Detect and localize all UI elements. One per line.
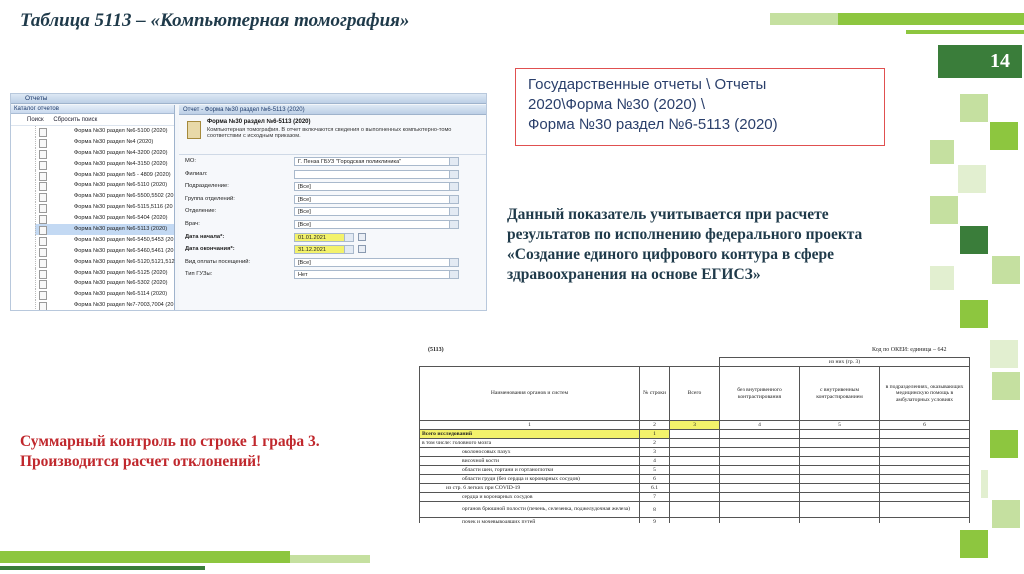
column-number: 3 xyxy=(670,421,720,430)
row-name: околоносовых пазух xyxy=(420,448,640,457)
data-cell xyxy=(800,448,880,457)
scan-table xyxy=(419,357,970,523)
row-name: височной кости xyxy=(420,457,640,466)
column-header: без внутривенного контрастирования xyxy=(720,367,800,421)
param-label: Подразделение: xyxy=(185,183,229,190)
catalog-title: Каталог отчетов xyxy=(11,105,174,114)
column-number: 1 xyxy=(420,421,640,430)
table-row xyxy=(420,518,970,524)
data-cell xyxy=(720,448,800,457)
row-number: 4 xyxy=(640,457,670,466)
param-select[interactable]: [Все] xyxy=(294,182,459,191)
slide-title: Таблица 5113 – «Компьютерная томография» xyxy=(20,10,410,31)
green-bar-top xyxy=(838,13,1024,25)
data-cell xyxy=(880,475,970,484)
param-select[interactable] xyxy=(294,170,459,179)
tree-item[interactable]: Форма №30 раздел №6-5500,5502 (20 xyxy=(35,191,174,202)
row-name: области груди (без сердца и коронарных сосудов) xyxy=(420,475,640,484)
scan-header-row xyxy=(414,345,981,357)
report-panel xyxy=(179,105,486,310)
data-cell xyxy=(670,518,720,524)
data-cell xyxy=(800,484,880,493)
green-square xyxy=(930,266,954,290)
data-cell xyxy=(800,502,880,518)
green-bar-bottom xyxy=(0,551,290,563)
row-name: Всего исследований xyxy=(420,430,640,439)
row-name: почек и мочевыводящих путей xyxy=(420,518,640,524)
param-row xyxy=(179,193,486,206)
calendar-icon[interactable] xyxy=(358,233,366,241)
data-cell xyxy=(880,502,970,518)
row-name: области шеи, гортани и гортаноглотки xyxy=(420,466,640,475)
control-note-line: Суммарный контроль по строке 1 графа 3. xyxy=(20,433,320,450)
app-title-bar: Отчеты xyxy=(11,94,486,104)
data-cell xyxy=(800,466,880,475)
row-name: сердца и коронарных сосудов xyxy=(420,493,640,502)
param-select[interactable]: [Все] xyxy=(294,220,459,229)
data-cell xyxy=(670,457,720,466)
tree-item[interactable]: Форма №30 раздел №6-5113 (2020) xyxy=(35,224,174,235)
row-number: 2 xyxy=(640,439,670,448)
param-row xyxy=(179,168,486,181)
data-cell xyxy=(880,493,970,502)
indicator-note: Данный показатель учитывается при расчете результатов по исполнению федерального проекта «Создание единого цифрового контура в сфере здравоохранения на основе ЕГИСЗ» xyxy=(507,206,863,283)
param-row xyxy=(179,256,486,269)
data-cell xyxy=(670,493,720,502)
data-cell xyxy=(720,502,800,518)
param-select[interactable]: [Все] xyxy=(294,207,459,216)
data-cell xyxy=(800,457,880,466)
data-cell xyxy=(720,493,800,502)
path-note-line: Государственные отчеты \ Отчеты xyxy=(528,76,767,93)
tree-item[interactable]: Форма №30 раздел №6-5302 (2020) xyxy=(35,278,174,289)
green-square xyxy=(992,372,1020,400)
table-row xyxy=(420,502,970,518)
catalog-panel xyxy=(11,105,175,310)
tree-item[interactable]: Форма №30 раздел №7-7003,7004 (20 xyxy=(35,300,174,311)
path-note-line: Форма №30 раздел №6-5113 (2020) xyxy=(528,116,778,133)
param-row xyxy=(179,155,486,168)
green-square xyxy=(960,530,988,558)
data-cell xyxy=(880,457,970,466)
green-bar-bottom-thin xyxy=(0,566,205,570)
green-bar-bottom-pale xyxy=(290,555,370,563)
row-name: в том числе: головного мозга xyxy=(420,439,640,448)
data-cell xyxy=(670,448,720,457)
row-number: 6.1 xyxy=(640,484,670,493)
param-label: Врач: xyxy=(185,220,200,227)
calendar-icon[interactable] xyxy=(358,245,366,253)
param-label: Тип ГУЗы: xyxy=(185,271,213,278)
row-number: 8 xyxy=(640,502,670,518)
param-label: Вид оплаты посещений: xyxy=(185,258,251,265)
tree-item[interactable]: Форма №30 раздел №6-5115,5116 (20 xyxy=(35,202,174,213)
data-cell xyxy=(880,448,970,457)
column-header: № строки xyxy=(640,367,670,421)
table-row xyxy=(420,475,970,484)
form-description: Компьютерная томография. В отчет включаются сведения о выполненных компьютерно-томо соответствии с исходным приказом. xyxy=(207,127,452,139)
data-cell xyxy=(880,430,970,439)
param-select[interactable]: Г. Пенза ГБУЗ "Городская поликлиника" xyxy=(294,157,459,166)
form-document-icon xyxy=(187,121,201,139)
param-label: МО: xyxy=(185,158,196,164)
tree-item[interactable]: Форма №30 раздел №6-5404 (2020) xyxy=(35,213,174,224)
param-select[interactable]: [Все] xyxy=(294,258,459,267)
form-info xyxy=(179,115,486,155)
path-note-box xyxy=(515,68,885,146)
column-number: 6 xyxy=(880,421,970,430)
tree-item[interactable]: Форма №30 раздел №6-5125 (2020) xyxy=(35,268,174,279)
column-number: 5 xyxy=(800,421,880,430)
data-cell xyxy=(800,518,880,524)
report-tree xyxy=(11,126,174,311)
path-note-line: 2020\Форма №30 (2020) \ xyxy=(528,96,706,113)
param-row xyxy=(179,218,486,231)
data-cell xyxy=(800,430,880,439)
param-row xyxy=(179,243,486,256)
page-number: 14 xyxy=(938,45,1022,78)
row-number: 6 xyxy=(640,475,670,484)
param-row xyxy=(179,205,486,218)
green-bar-top-pale xyxy=(770,13,838,25)
param-select[interactable]: Нет xyxy=(294,270,459,279)
form-title: Форма №30 раздел №6-5113 (2020) xyxy=(207,119,311,125)
column-header: в подразделениях, оказывающих медицинскую помощь в амбулаторных условиях xyxy=(880,367,970,421)
report-header: Отчет - Форма №30 раздел №6-5113 (2020) xyxy=(179,105,486,115)
data-cell xyxy=(880,484,970,493)
data-cell xyxy=(670,466,720,475)
param-label: Дата окончания*: xyxy=(185,246,235,253)
tree-item[interactable]: Форма №30 раздел №6-5100 (2020) xyxy=(35,126,174,137)
table-row xyxy=(420,448,970,457)
data-cell xyxy=(720,466,800,475)
green-square xyxy=(990,122,1018,150)
column-header: Наименования органов и систем xyxy=(420,367,640,421)
data-cell xyxy=(800,439,880,448)
green-square xyxy=(990,340,1018,368)
param-label: Дата начала*: xyxy=(185,233,225,240)
date-input[interactable]: 01.01.2021 xyxy=(294,233,354,242)
table-row xyxy=(420,466,970,475)
green-square xyxy=(960,94,988,122)
data-cell xyxy=(880,518,970,524)
search-button[interactable]: Поиск xyxy=(27,117,44,123)
param-label: Группа отделений: xyxy=(185,195,235,202)
reset-search-button[interactable]: Сбросить поиск xyxy=(53,117,98,123)
okei-label: Код по ОКЕИ: единица – 642 xyxy=(872,347,947,353)
reports-app-window xyxy=(10,93,487,311)
row-number: 7 xyxy=(640,493,670,502)
data-cell xyxy=(800,475,880,484)
row-name: из стр. 6 легких при COVID-19 xyxy=(420,484,640,493)
subhead-cell: из них (гр. 3) xyxy=(720,358,970,367)
row-number: 9 xyxy=(640,518,670,524)
green-square xyxy=(930,140,954,164)
tree-item[interactable]: Форма №30 раздел №4 (2020) xyxy=(35,137,174,148)
catalog-toolbar xyxy=(11,114,174,126)
column-number: 2 xyxy=(640,421,670,430)
param-row xyxy=(179,231,486,244)
tree-item[interactable]: Форма №30 раздел №6-5114 (2020) xyxy=(35,289,174,300)
green-square xyxy=(990,430,1018,458)
param-label: Филиал: xyxy=(185,170,208,177)
data-cell xyxy=(880,466,970,475)
report-parameters xyxy=(179,155,486,281)
row-number: 3 xyxy=(640,448,670,457)
tree-item[interactable]: Форма №30 раздел №6-5110 (2020) xyxy=(35,180,174,191)
column-header: с внутривенным контрастированием xyxy=(800,367,880,421)
row-name: органов брюшной полости (печень, селезенка, поджелудочная железа) xyxy=(420,502,640,518)
green-square xyxy=(958,165,986,193)
green-square xyxy=(930,196,958,224)
data-cell xyxy=(670,439,720,448)
table-row xyxy=(420,439,970,448)
data-cell xyxy=(720,484,800,493)
tree-item[interactable]: Форма №30 раздел №4-3200 (2020) xyxy=(35,148,174,159)
green-square xyxy=(960,300,988,328)
tree-item[interactable]: Форма №30 раздел №6-5460,5461 (20 xyxy=(35,246,174,257)
table-row xyxy=(420,430,970,439)
data-cell xyxy=(720,430,800,439)
data-cell xyxy=(720,457,800,466)
table-code: (5113) xyxy=(428,347,444,353)
tree-item[interactable]: Форма №30 раздел №6-5450,5453 (20 xyxy=(35,235,174,246)
param-label: Отделение: xyxy=(185,208,217,215)
tree-item[interactable]: Форма №30 раздел №4-3150 (2020) xyxy=(35,159,174,170)
green-square xyxy=(960,226,988,254)
table-row xyxy=(420,493,970,502)
column-number: 4 xyxy=(720,421,800,430)
table-row xyxy=(420,484,970,493)
data-cell xyxy=(880,439,970,448)
data-cell xyxy=(670,484,720,493)
tree-item[interactable]: Форма №30 раздел №5 - 4809 (2020) xyxy=(35,170,174,181)
data-cell xyxy=(670,430,720,439)
data-cell xyxy=(720,518,800,524)
tree-item[interactable]: Форма №30 раздел №6-5120,5121,512 xyxy=(35,257,174,268)
green-bar-thin xyxy=(906,30,1024,34)
table-row xyxy=(420,457,970,466)
control-note-line: Производится расчет отклонений! xyxy=(20,453,262,470)
column-header: Всего xyxy=(670,367,720,421)
control-note xyxy=(20,432,420,472)
row-number: 5 xyxy=(640,466,670,475)
param-row xyxy=(179,268,486,281)
data-cell xyxy=(670,502,720,518)
table-5113-scan xyxy=(414,345,981,523)
data-cell xyxy=(720,439,800,448)
date-input[interactable]: 31.12.2021 xyxy=(294,245,354,254)
green-square xyxy=(992,256,1020,284)
param-row xyxy=(179,180,486,193)
data-cell xyxy=(800,493,880,502)
data-cell xyxy=(720,475,800,484)
data-cell xyxy=(670,475,720,484)
param-select[interactable]: [Все] xyxy=(294,195,459,204)
row-number: 1 xyxy=(640,430,670,439)
green-square xyxy=(992,500,1020,528)
